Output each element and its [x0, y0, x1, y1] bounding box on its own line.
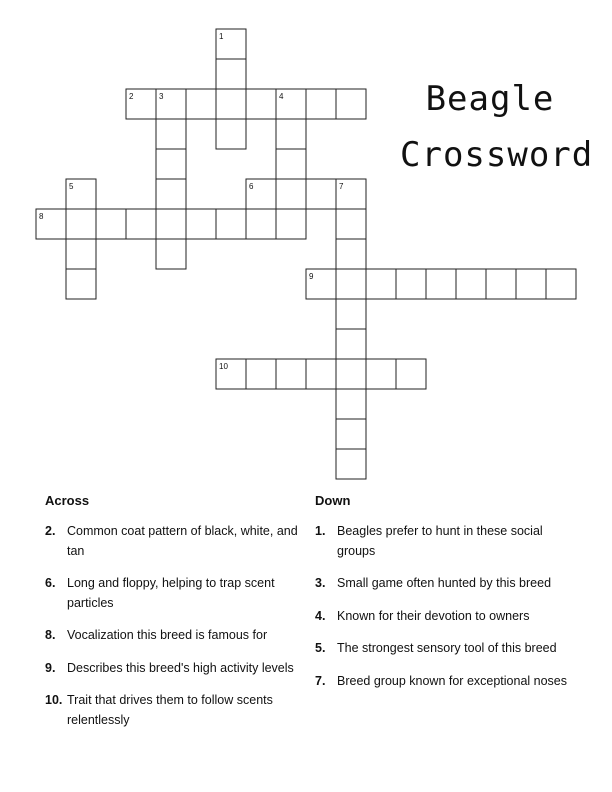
- clue-text: Describes this breed's high activity levels: [67, 660, 294, 675]
- grid-cell[interactable]: [306, 359, 336, 389]
- grid-cell[interactable]: [276, 149, 306, 179]
- grid-cell[interactable]: [426, 269, 456, 299]
- grid-cell[interactable]: [306, 89, 336, 119]
- grid-cell[interactable]: [396, 269, 426, 299]
- clue-number-label: 6: [249, 182, 254, 191]
- grid-cell[interactable]: [156, 179, 186, 209]
- down-clue: [315, 672, 575, 692]
- grid-cell[interactable]: [456, 269, 486, 299]
- grid-cell[interactable]: [276, 359, 306, 389]
- grid-cell[interactable]: [486, 269, 516, 299]
- clue-number: 10.: [45, 693, 63, 707]
- clue-text: Breed group known for exceptional noses: [337, 673, 568, 688]
- grid-cell[interactable]: [546, 269, 576, 299]
- grid-cell[interactable]: [216, 119, 246, 149]
- across-clue: [45, 522, 300, 561]
- grid-cell[interactable]: [156, 239, 186, 269]
- grid-cell[interactable]: [66, 239, 96, 269]
- clue-text: Long and floppy, helping to trap scent particles: [67, 576, 275, 610]
- grid-cell[interactable]: [276, 119, 306, 149]
- grid-cell[interactable]: [186, 209, 216, 239]
- down-clue: [315, 607, 575, 627]
- across-clue: [45, 626, 300, 646]
- grid-cell[interactable]: [246, 359, 276, 389]
- grid-cell[interactable]: [366, 269, 396, 299]
- grid-cell[interactable]: [66, 209, 96, 239]
- title-line-1: Beagle: [425, 79, 555, 119]
- clue-number: 6.: [45, 576, 56, 590]
- clue-number-label: 7: [339, 182, 344, 191]
- clue-number: 7.: [315, 673, 326, 688]
- clue-number-label: 5: [69, 182, 74, 191]
- grid-cell[interactable]: [276, 209, 306, 239]
- grid-cell[interactable]: [216, 89, 246, 119]
- grid-cell[interactable]: [96, 209, 126, 239]
- across-heading: Across: [45, 493, 90, 508]
- grid-cell[interactable]: [186, 89, 216, 119]
- grid-cell[interactable]: [336, 239, 366, 269]
- grid-cell[interactable]: [336, 329, 366, 359]
- grid-cell[interactable]: [246, 209, 276, 239]
- clue-number: 5.: [315, 641, 326, 655]
- grid-cell[interactable]: [246, 89, 276, 119]
- across-clue: [45, 574, 300, 613]
- grid-cell[interactable]: [216, 59, 246, 89]
- grid-cell[interactable]: [396, 359, 426, 389]
- clue-text: Beagles prefer to hunt in these social groups: [337, 524, 543, 558]
- clue-text: The strongest sensory tool of this breed: [337, 641, 557, 655]
- grid-cell[interactable]: [156, 209, 186, 239]
- clue-number-label: 8: [39, 212, 44, 221]
- grid-cell[interactable]: [336, 419, 366, 449]
- across-clue: [45, 691, 300, 730]
- clue-number: 1.: [315, 524, 326, 538]
- grid-cell[interactable]: [66, 269, 96, 299]
- grid-cell[interactable]: [336, 359, 366, 389]
- grid-cell[interactable]: [156, 149, 186, 179]
- grid-cell[interactable]: [336, 449, 366, 479]
- grid-cell[interactable]: [336, 209, 366, 239]
- clue-text: Small game often hunted by this breed: [337, 576, 552, 590]
- down-clue: [315, 639, 575, 659]
- grid-cell[interactable]: [366, 359, 396, 389]
- clue-number: 9.: [45, 660, 56, 675]
- down-clues: [315, 493, 575, 704]
- clue-number-label: 9: [309, 272, 314, 281]
- grid-cell[interactable]: [336, 89, 366, 119]
- down-clue: [315, 522, 575, 561]
- across-clue: [45, 659, 300, 679]
- clue-number: 8.: [45, 628, 56, 642]
- clue-number-label: 3: [159, 92, 164, 101]
- grid-cell[interactable]: [156, 119, 186, 149]
- grid-cell[interactable]: [336, 389, 366, 419]
- across-clues: [45, 493, 300, 743]
- down-clue: [315, 574, 575, 594]
- clue-number-label: 10: [219, 362, 228, 371]
- grid-cell[interactable]: [276, 179, 306, 209]
- grid-cell[interactable]: [306, 179, 336, 209]
- clue-number: 3.: [315, 576, 326, 590]
- clue-number-label: 1: [219, 32, 224, 41]
- clue-text: Common coat pattern of black, white, and tan: [67, 524, 298, 558]
- grid-cell[interactable]: [336, 299, 366, 329]
- grid-cell[interactable]: [516, 269, 546, 299]
- clue-number-label: 4: [279, 92, 284, 101]
- clue-number: 2.: [45, 524, 56, 538]
- grid-cell[interactable]: [126, 209, 156, 239]
- clue-text: Known for their devotion to owners: [337, 608, 530, 623]
- title-line-2: Crossword: [400, 135, 594, 175]
- grid-cell[interactable]: [216, 209, 246, 239]
- down-heading: Down: [315, 493, 351, 508]
- clue-number-label: 2: [129, 92, 134, 101]
- grid-cell[interactable]: [336, 269, 366, 299]
- clue-text: Vocalization this breed is famous for: [67, 628, 268, 642]
- clue-number: 4.: [315, 608, 326, 623]
- clue-text: Trait that drives them to follow scents relentlessly: [67, 693, 273, 727]
